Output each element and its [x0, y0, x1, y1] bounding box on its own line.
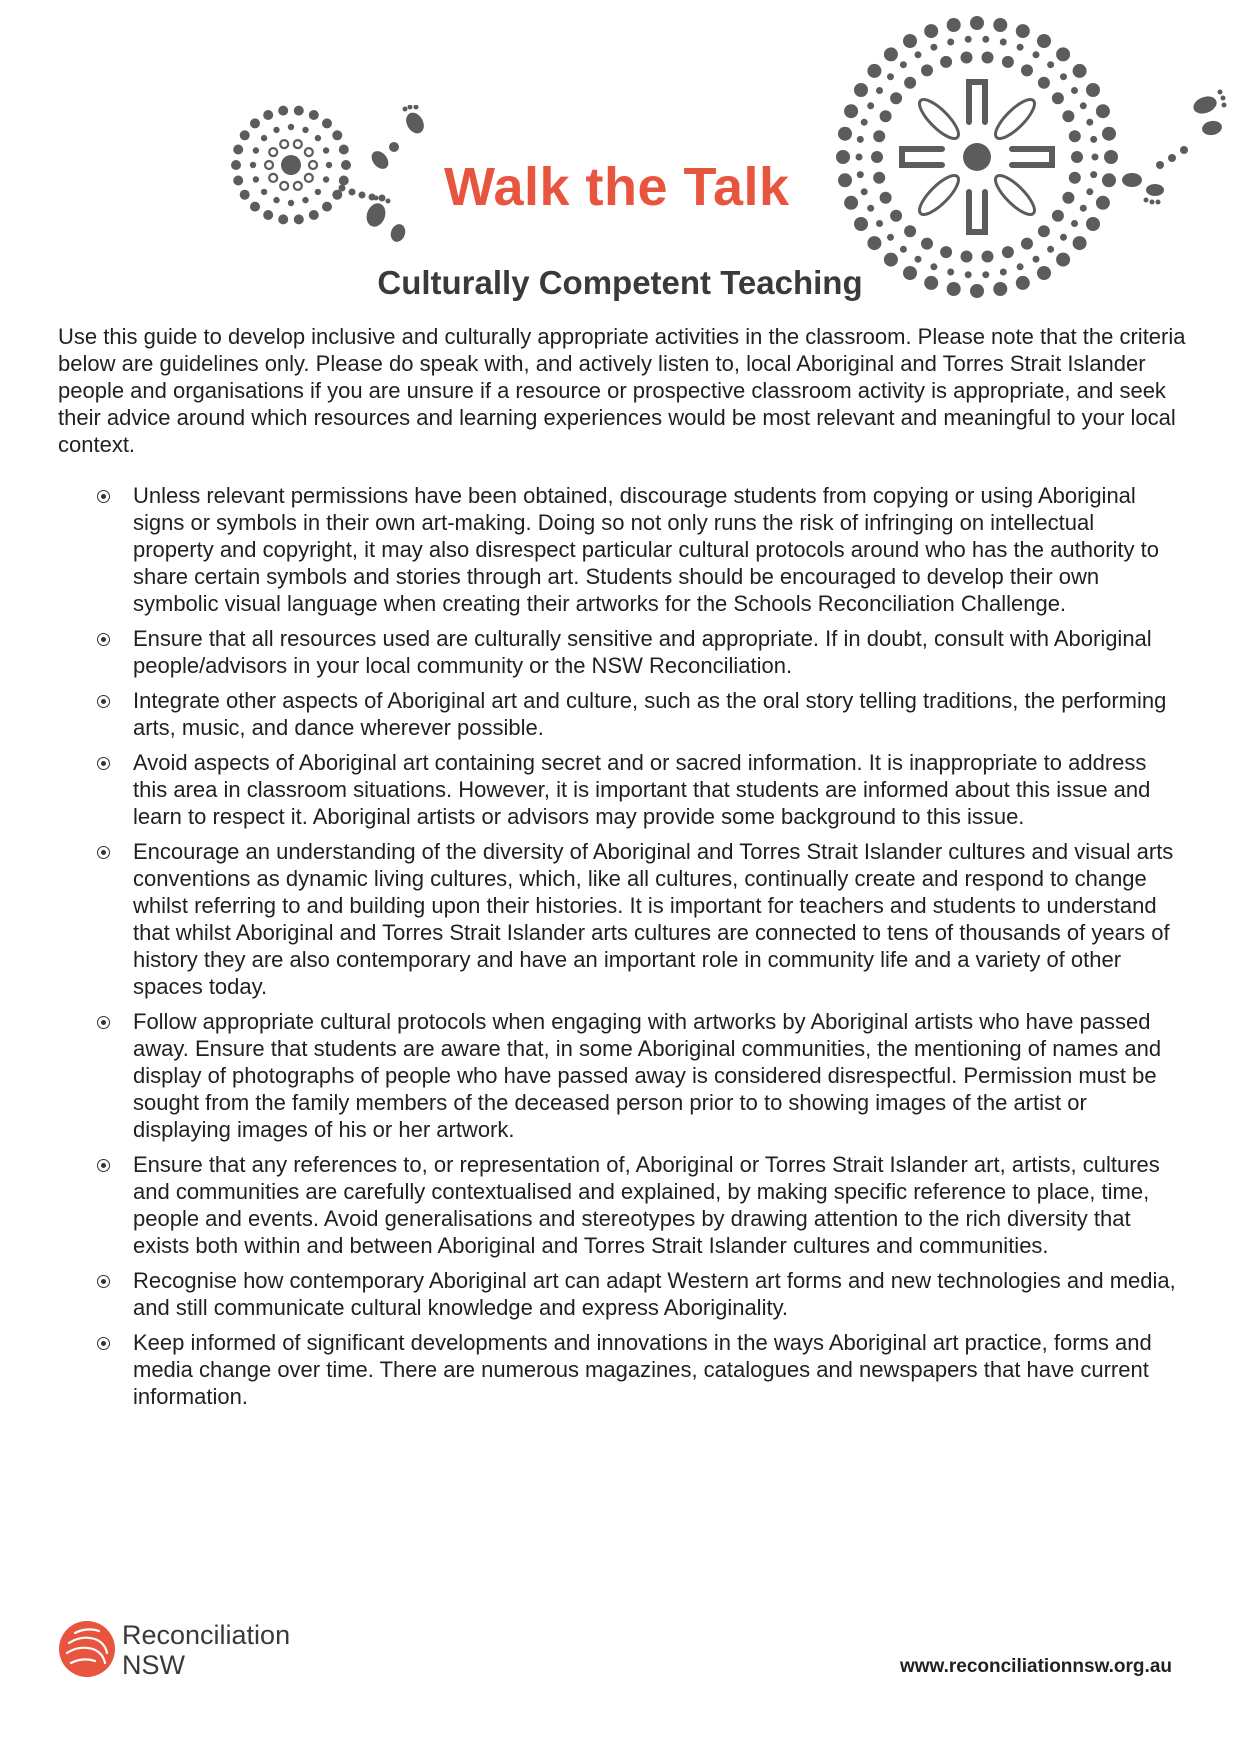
list-item: [0, 749, 1240, 830]
list-item-text: Recognise how contemporary Aboriginal art can adapt Western art forms and new technologies and media, and still communicate cultural knowledge and express Aboriginality.: [133, 1268, 1176, 1320]
bullet-circle-icon: [97, 1159, 110, 1172]
reconciliation-nsw-logo: [58, 1620, 308, 1680]
bullet-circle-icon: [97, 1016, 110, 1029]
list-item: [0, 1008, 1240, 1143]
list-item-text: Avoid aspects of Aboriginal art containing secret and or sacred information. It is inappropriate to address this area in classroom situations. However, it is important that students are informed about this issue and learn to respect it. Aboriginal artists or advisors may provide some background to this issue.: [133, 750, 1151, 829]
list-item-text: Keep informed of significant developments and innovations in the ways Aboriginal art practice, forms and media change over time. There are numerous magazines, catalogues and newspapers that have current information.: [133, 1330, 1152, 1409]
guidelines-list: [0, 482, 1240, 1418]
bullet-circle-icon: [97, 1337, 110, 1350]
right-dot-circle-artwork-icon: [822, 12, 1132, 302]
logo-wordmark: [122, 1620, 290, 1680]
list-item-text: Integrate other aspects of Aboriginal art and culture, such as the oral story telling traditions, the performing arts, music, and dance wherever possible.: [133, 688, 1167, 740]
list-item: [0, 482, 1240, 617]
bullet-circle-icon: [97, 846, 110, 859]
list-item-text: Unless relevant permissions have been obtained, discourage students from copying or using Aboriginal signs or symbols in their own art-making. Doing so not only runs the risk of infringing on intellectual property and copyright, it may also disrespect particular cultural protocols around who has the authority to share certain symbols and stories through art. Students should be encouraged to develop their own symbolic visual language when creating their artworks for the Schools Reconciliation Challenge.: [133, 483, 1159, 616]
bullet-circle-icon: [97, 490, 110, 503]
list-item: [0, 1151, 1240, 1259]
bullet-circle-icon: [97, 695, 110, 708]
page-title: Walk the Talk: [444, 157, 790, 217]
left-dot-circle-artwork-icon: [226, 100, 356, 230]
logo-line-1: Reconciliation: [122, 1620, 291, 1650]
list-item: [0, 838, 1240, 1000]
list-item: [0, 1329, 1240, 1410]
list-item-text: Encourage an understanding of the diversity of Aboriginal and Torres Strait Islander cultures and visual arts conventions as dynamic living cultures, which, like all cultures, continually create and respond to change whilst referring to and building upon their histories. It is important for teachers and students to understand that whilst Aboriginal and Torres Strait Islander arts cultures are connected to tens of thousands of years of history they are also contemporary and have an important role in community life and a variety of other spaces today.: [133, 839, 1174, 999]
reconciliation-nsw-logo-icon: [58, 1620, 116, 1678]
list-item: [0, 1267, 1240, 1321]
right-footprints-icon: [1120, 80, 1235, 210]
list-item: [0, 687, 1240, 741]
page-subtitle: Culturally Competent Teaching: [377, 264, 863, 301]
list-item: [0, 625, 1240, 679]
list-item-text: Ensure that any references to, or representation of, Aboriginal or Torres Strait Islander art, artists, cultures and communities are carefully contextualised and explained, by making specific reference to place, time, people and events. Avoid generalisations and stereotypes by drawing attention to the rich diversity that exists both within and between Aboriginal and Torres Strait Islander cultures and communities.: [133, 1152, 1160, 1258]
logo-line-2: NSW: [122, 1650, 185, 1680]
footer-website-link[interactable]: www.reconciliationnsw.org.au: [899, 1656, 1172, 1677]
list-item-text: Follow appropriate cultural protocols when engaging with artworks by Aboriginal artists who have passed away. Ensure that students are aware that, in some Aboriginal communities, the mentioning of names and display of photographs of people who have passed away is considered disrespectful. Permission must be sought from the family members of the deceased person prior to to showing images of the artist or displaying images of his or her artwork.: [133, 1009, 1162, 1142]
bullet-circle-icon: [97, 757, 110, 770]
bullet-circle-icon: [97, 1275, 110, 1288]
list-item-text: Ensure that all resources used are culturally sensitive and appropriate. If in doubt, consult with Aboriginal people/advisors in your local community or the NSW Reconciliation.: [133, 626, 1152, 678]
bullet-circle-icon: [97, 633, 110, 646]
intro-paragraph: Use this guide to develop inclusive and culturally appropriate activities in the classroom. Please note that the criteria below are guidelines only. Please do speak with, and actively listen to, local Aboriginal and Torres Strait Islander people and organisations if you are unsure if a resource or prospective classroom activity is appropriate, and seek their advice around which resources and learning experiences would be most relevant and meaningful to your local context.: [58, 324, 1186, 457]
